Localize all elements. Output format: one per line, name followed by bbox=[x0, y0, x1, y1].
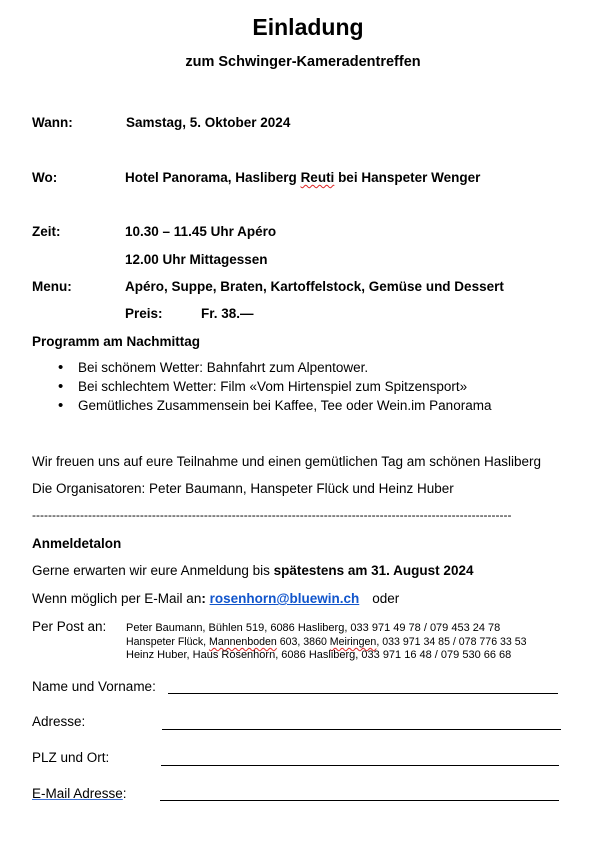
document-subtitle: zum Schwinger-Kameradentreffen bbox=[185, 54, 421, 70]
zip-city-field-line[interactable] bbox=[161, 765, 559, 766]
cut-line: ------------------------------------------------------------------------------------------------------------------------ bbox=[32, 508, 512, 522]
name-label: Name und Vorname: bbox=[32, 679, 156, 694]
program-heading: Programm am Nachmittag bbox=[32, 334, 201, 349]
where-label: Wo: bbox=[32, 170, 58, 185]
program-list bbox=[58, 360, 491, 417]
address-field-line[interactable] bbox=[162, 729, 561, 730]
where-value bbox=[125, 170, 480, 185]
price-value: Fr. 38.— bbox=[201, 306, 254, 321]
address-hanspeter-pre: Hanspeter Flück, bbox=[126, 636, 210, 648]
deadline-line bbox=[32, 563, 473, 578]
when-value: Samstag, 5. Oktober 2024 bbox=[126, 115, 291, 130]
program-item: • Bei schönem Wetter: Bahnfahrt zum Alpentower. bbox=[58, 360, 491, 379]
email-field-label-colon: : bbox=[122, 786, 127, 801]
address-hanspeter-street: Mannenboden bbox=[209, 636, 277, 648]
deadline-text: Gerne erwarten wir eure Anmeldung bis bbox=[32, 563, 274, 578]
email-intro: Wenn möglich per E-Mail an bbox=[32, 591, 202, 606]
address-label: Adresse: bbox=[32, 714, 86, 729]
menu-label: Menu: bbox=[32, 279, 72, 294]
deadline-date: spätestens am 31. August 2024 bbox=[273, 563, 474, 578]
address-hanspeter-post: , 033 971 34 85 / 078 776 33 53 bbox=[376, 636, 527, 648]
address-hanspeter bbox=[126, 636, 527, 648]
email-colon: : bbox=[201, 591, 210, 606]
where-place: Reuti bbox=[300, 170, 335, 185]
where-value-pre: Hotel Panorama, Hasliberg bbox=[125, 170, 301, 185]
name-field-line[interactable] bbox=[168, 693, 558, 694]
email-field-line[interactable] bbox=[160, 800, 559, 801]
email-field-label-text: E-Mail Adresse bbox=[32, 786, 123, 801]
program-item: • Bei schlechtem Wetter: Film «Vom Hirtenspiel zum Spitzensport» bbox=[58, 379, 491, 398]
zip-city-label: PLZ und Ort: bbox=[32, 750, 110, 765]
closing-line: Wir freuen uns auf eure Teilnahme und einen gemütlichen Tag am schönen Hasliberg bbox=[32, 454, 542, 469]
organizers-line: Die Organisatoren: Peter Baumann, Hanspeter Flück und Heinz Huber bbox=[32, 481, 454, 496]
where-value-post: bei Hanspeter Wenger bbox=[334, 170, 481, 185]
time-value-lunch: 12.00 Uhr Mittagessen bbox=[125, 252, 268, 267]
email-link[interactable]: rosenhorn@bluewin.ch bbox=[209, 591, 360, 606]
program-item: • Gemütliches Zusammensein bei Kaffee, Tee oder Wein.im Panorama bbox=[58, 398, 491, 417]
post-label: Per Post an: bbox=[32, 619, 107, 634]
email-or: oder bbox=[372, 591, 400, 606]
address-hanspeter-mid: 603, 3860 bbox=[276, 636, 330, 648]
address-hanspeter-town: Meiringen bbox=[329, 636, 377, 648]
time-value-apero: 10.30 – 11.45 Uhr Apéro bbox=[125, 224, 277, 239]
email-field-label bbox=[32, 786, 127, 801]
address-heinz: Heinz Huber, Haus Rosenhorn, 6086 Hasliberg, 033 971 16 48 / 079 530 66 68 bbox=[126, 649, 512, 661]
email-line bbox=[32, 591, 399, 606]
when-label: Wann: bbox=[32, 115, 73, 130]
time-label: Zeit: bbox=[32, 224, 61, 239]
document-title: Einladung bbox=[252, 14, 364, 40]
price-label: Preis: bbox=[125, 306, 163, 321]
menu-value: Apéro, Suppe, Braten, Kartoffelstock, Gemüse und Dessert bbox=[125, 279, 504, 294]
address-peter: Peter Baumann, Bühlen 519, 6086 Hasliberg, 033 971 49 78 / 079 453 24 78 bbox=[126, 622, 501, 634]
registration-heading: Anmeldetalon bbox=[32, 536, 122, 551]
